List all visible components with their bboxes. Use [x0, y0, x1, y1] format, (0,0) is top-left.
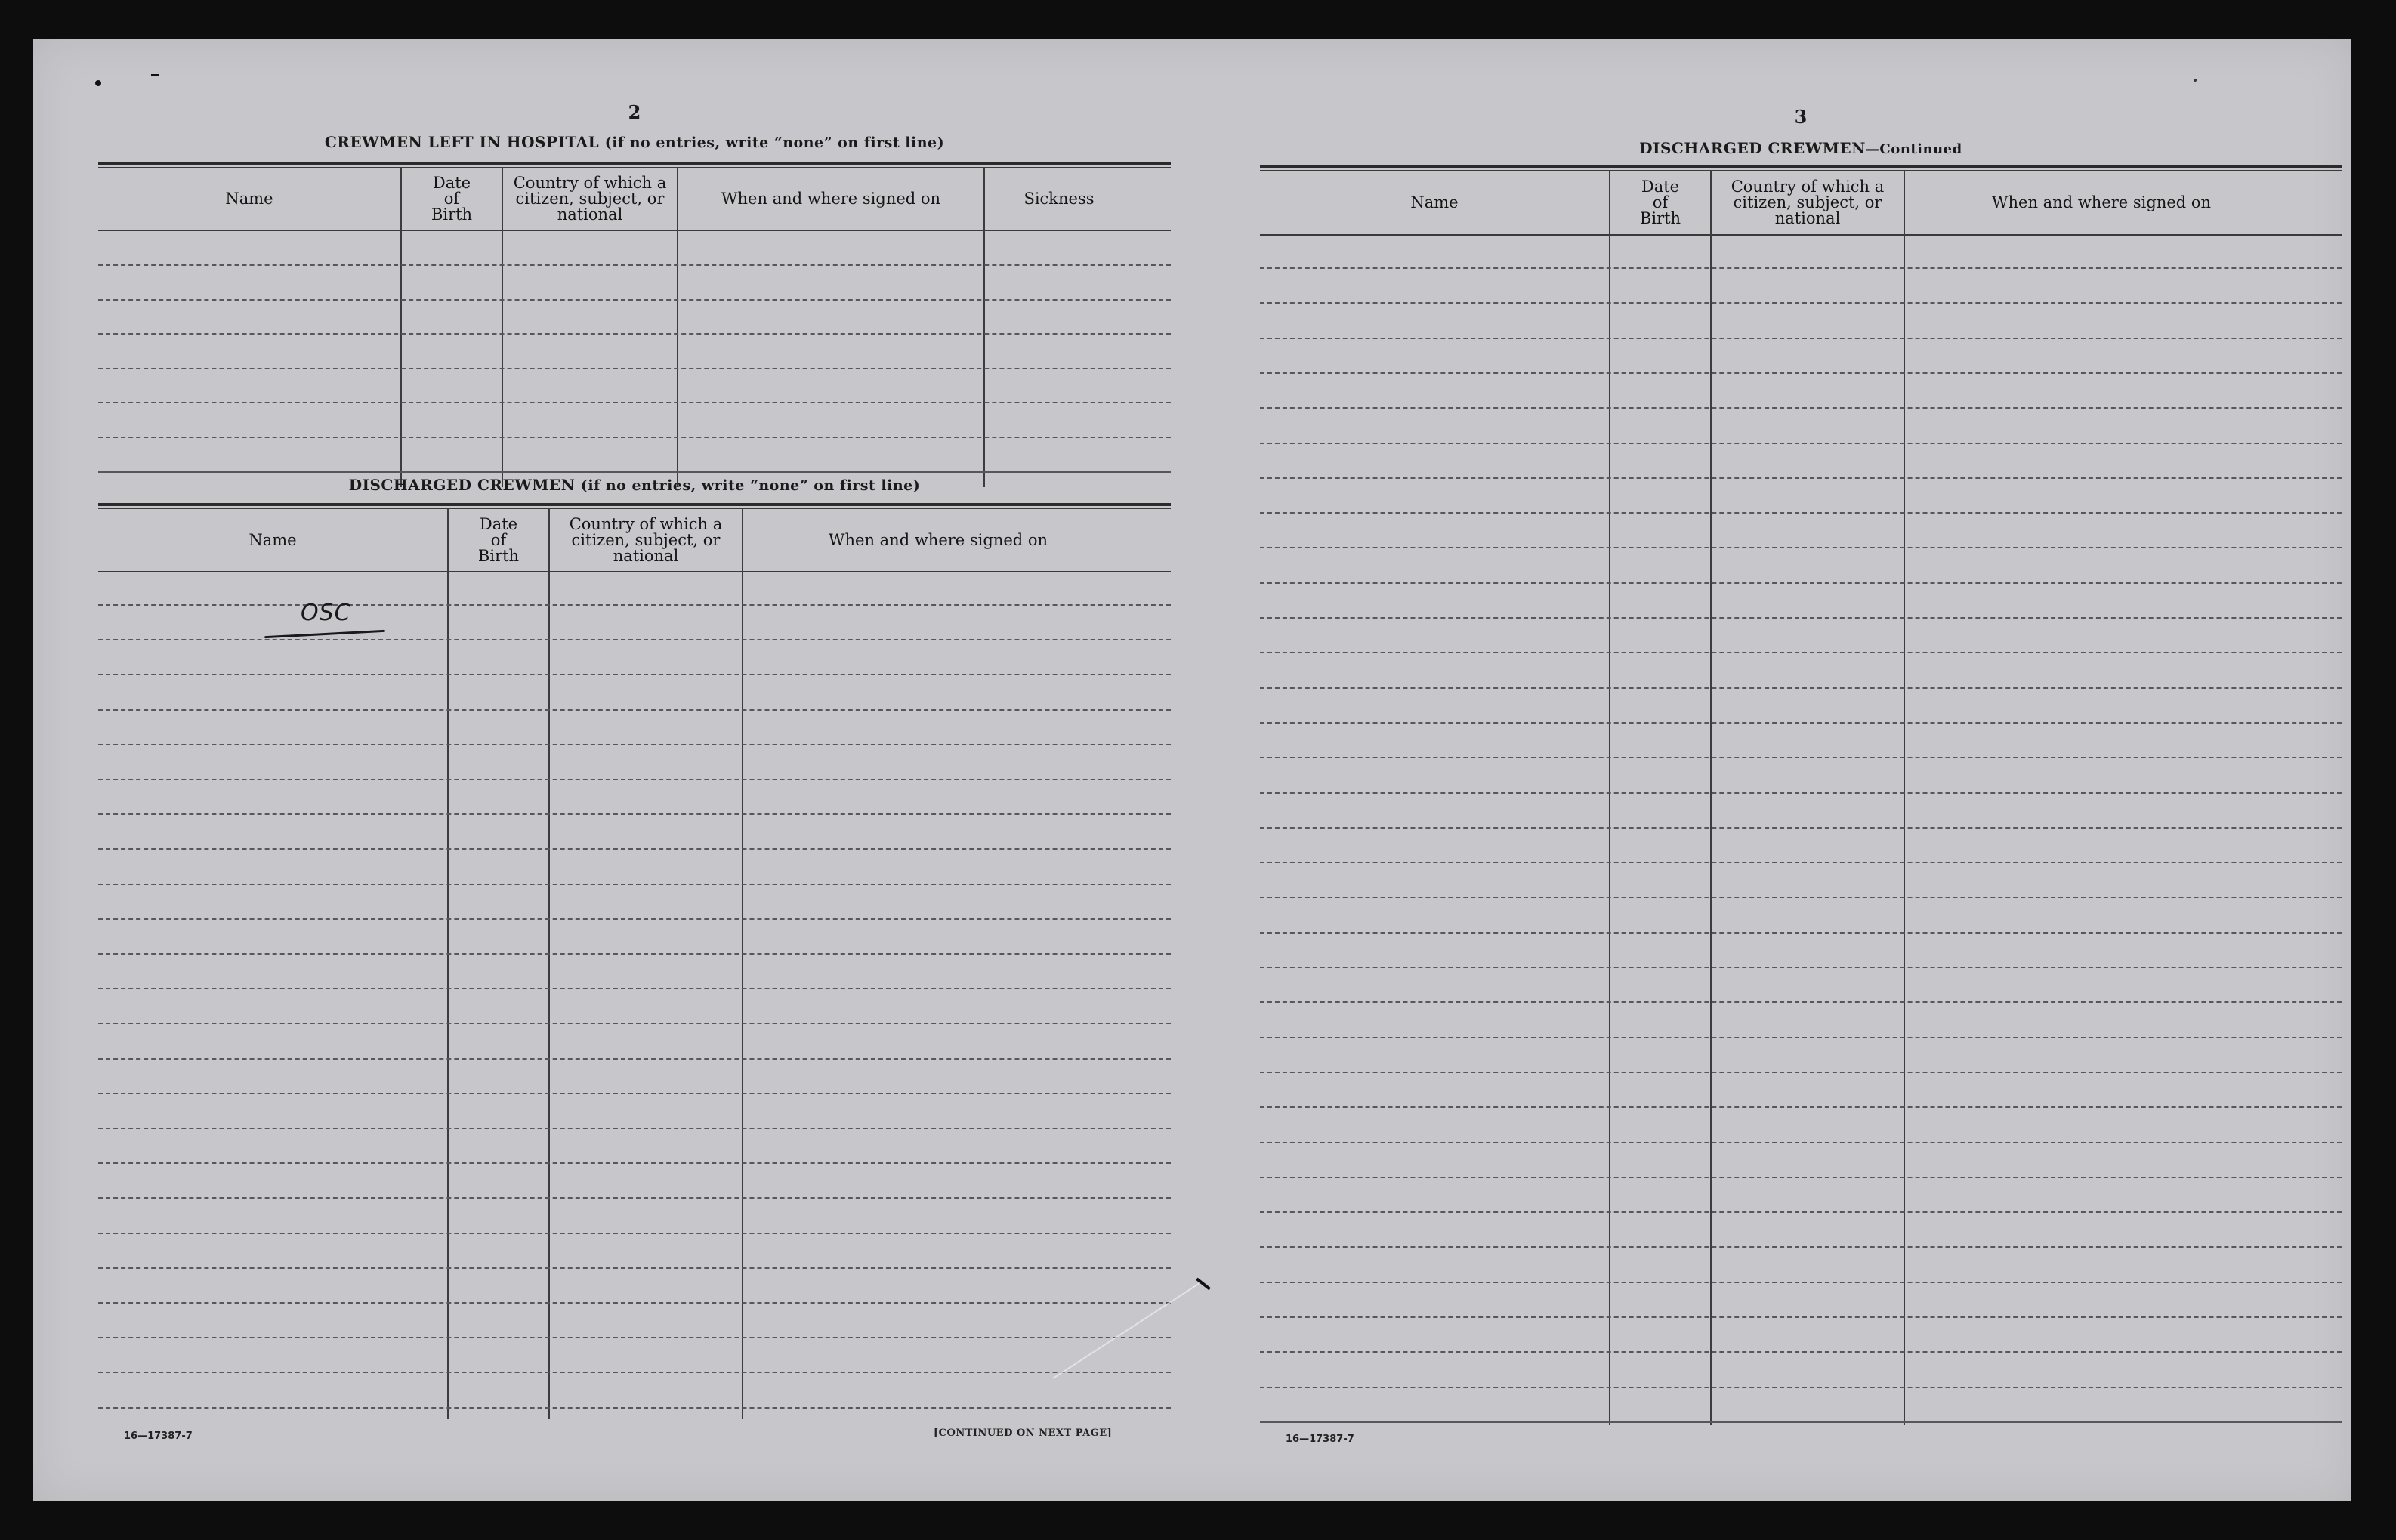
table-row — [98, 402, 1171, 403]
table-row — [98, 709, 1171, 711]
table-row — [1260, 1421, 2342, 1423]
section-note: (if no entries, write “none” on first line) — [580, 477, 921, 494]
table-row — [98, 1302, 1171, 1304]
table-row — [1260, 547, 2342, 548]
table-row — [98, 299, 1171, 301]
table-row — [98, 639, 1171, 640]
column-header-date-of-birth: Date of Birth — [477, 514, 520, 565]
table-row — [98, 848, 1171, 850]
column-header-name: Name — [225, 189, 273, 208]
table-row — [98, 604, 1171, 606]
hospital-rows — [98, 162, 1171, 491]
column-header-country: Country of which a citizen, subject, or national — [1731, 177, 1885, 227]
table-row — [98, 1093, 1171, 1094]
table-row — [1260, 967, 2342, 968]
table-row — [98, 988, 1171, 989]
table-row — [1260, 582, 2342, 584]
table-row — [1260, 1177, 2342, 1178]
section-heading-suffix: —Continued — [1865, 141, 1962, 157]
table-row — [98, 437, 1171, 438]
table-row — [98, 1233, 1171, 1234]
column-header-date-of-birth: Date of Birth — [1639, 177, 1681, 227]
table-row — [1260, 687, 2342, 689]
table-row — [98, 813, 1171, 815]
form-code: 16—17387-7 — [1286, 1434, 1354, 1445]
column-header-country: Country of which a citizen, subject, or national — [569, 514, 723, 565]
table-row — [98, 1197, 1171, 1199]
column-header-signed-on: When and where signed on — [828, 530, 1048, 549]
table-row — [1260, 302, 2342, 304]
discharged-continued-rows — [1260, 165, 2342, 1464]
table-row — [1260, 1211, 2342, 1213]
table-row — [98, 1128, 1171, 1129]
table-row — [98, 471, 1171, 473]
table-row — [1260, 862, 2342, 863]
table-row — [1260, 792, 2342, 794]
table-row — [1260, 267, 2342, 269]
table-row — [1260, 827, 2342, 829]
hospital-table — [98, 162, 1171, 491]
table-row — [98, 674, 1171, 675]
table-row — [98, 1337, 1171, 1338]
table-row — [1260, 443, 2342, 444]
discharged-table — [98, 503, 1171, 1447]
table-row — [1260, 1282, 2342, 1283]
handwritten-entry: OSC — [301, 600, 351, 626]
table-row — [98, 1058, 1171, 1060]
table-row — [98, 918, 1171, 920]
table-row — [1260, 1072, 2342, 1073]
table-row — [1260, 338, 2342, 339]
table-row — [1260, 477, 2342, 479]
table-row — [1260, 722, 2342, 724]
table-row — [98, 953, 1171, 955]
table-row — [1260, 1351, 2342, 1353]
table-row — [98, 779, 1171, 780]
table-row — [1260, 1142, 2342, 1143]
table-row — [1260, 1246, 2342, 1248]
table-row — [98, 1162, 1171, 1164]
right-page — [1260, 39, 2342, 1501]
table-row — [1260, 1316, 2342, 1318]
table-row — [98, 264, 1171, 266]
table-row — [98, 1267, 1171, 1269]
section-note: (if no entries, write “none” on first line) — [604, 134, 945, 151]
column-header-signed-on: When and where signed on — [1991, 193, 2212, 211]
discharged-continued-title — [1260, 139, 2342, 157]
page-number: 3 — [1794, 106, 1808, 128]
continued-note: [CONTINUED ON NEXT PAGE] — [934, 1427, 1113, 1439]
section-heading: CREWMEN LEFT IN HOSPITAL — [324, 133, 600, 151]
column-header-date-of-birth: Date of Birth — [431, 173, 473, 224]
table-row — [1260, 757, 2342, 758]
hospital-section-title — [98, 133, 1171, 151]
table-row — [98, 744, 1171, 745]
discharged-continued-table — [1260, 165, 2342, 1464]
table-row — [1260, 1037, 2342, 1038]
table-row — [1260, 512, 2342, 514]
table-row — [98, 368, 1171, 369]
table-row — [98, 1023, 1171, 1024]
table-row — [1260, 372, 2342, 374]
form-sheet — [33, 39, 2351, 1501]
table-row — [98, 1407, 1171, 1409]
column-header-sickness: Sickness — [1024, 189, 1095, 208]
table-row — [1260, 932, 2342, 934]
section-heading: DISCHARGED CREWMEN — [1639, 139, 1866, 157]
table-row — [1260, 897, 2342, 898]
column-header-country: Country of which a citizen, subject, or national — [513, 173, 667, 224]
left-page — [98, 39, 1171, 1501]
table-row — [1260, 652, 2342, 653]
discharged-rows — [98, 503, 1171, 1447]
page-number: 2 — [628, 101, 641, 123]
column-header-signed-on: When and where signed on — [721, 189, 941, 208]
table-row — [1260, 617, 2342, 619]
discharged-section-title — [98, 476, 1171, 494]
table-row — [1260, 1106, 2342, 1108]
table-row — [98, 884, 1171, 885]
column-header-name: Name — [249, 530, 297, 549]
table-row — [1260, 1387, 2342, 1388]
column-header-name: Name — [1410, 193, 1459, 211]
table-row — [98, 333, 1171, 335]
form-code: 16—17387-7 — [124, 1430, 193, 1442]
table-row — [1260, 1001, 2342, 1003]
table-row — [1260, 407, 2342, 409]
table-row — [98, 1372, 1171, 1373]
section-heading: DISCHARGED CREWMEN — [348, 476, 576, 494]
